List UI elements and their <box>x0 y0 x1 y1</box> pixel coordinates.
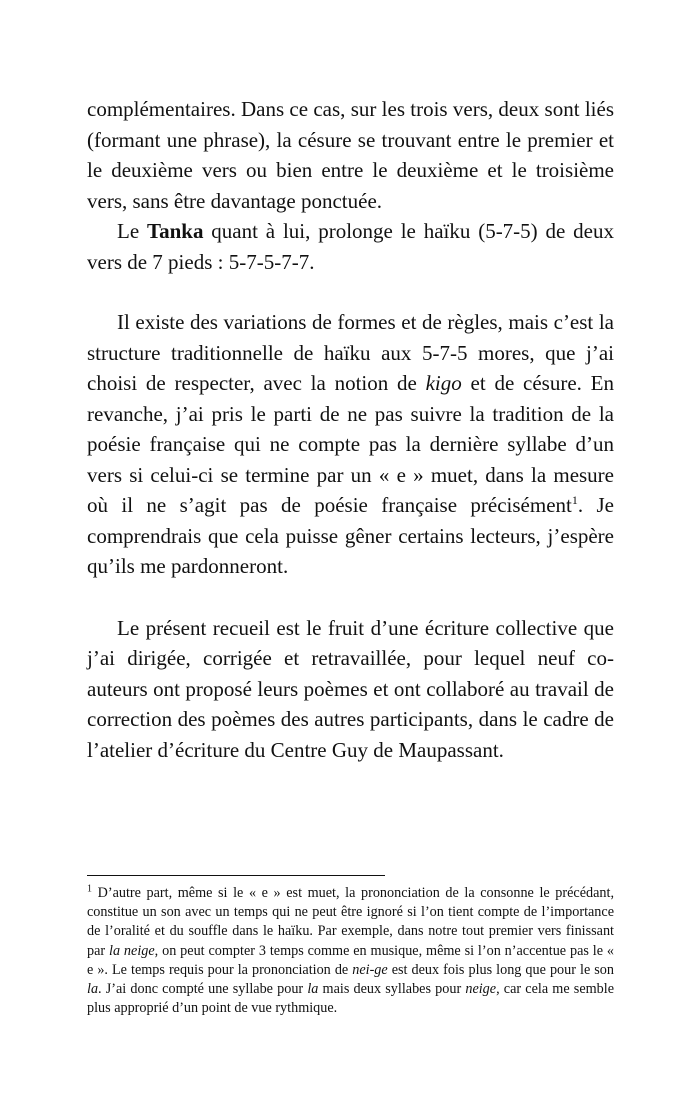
variations-text-1: Il existe des variations de formes et de règles, mais c’est la structure traditionnelle de haïku aux 5-7-5 mores, que j’ai choisi de respecter, avec la notion de <box>87 310 614 395</box>
footnote-italic-neige: neige <box>465 981 497 998</box>
footnote-number: 1 <box>87 883 92 895</box>
tanka-text-after: quant à lui, prolonge le haïku (5-7-5) de deux vers de 7 pieds : 5-7-5-7-7. <box>87 219 614 274</box>
paragraph-spacer <box>87 582 614 613</box>
tanka-term: Tanka <box>147 219 204 243</box>
page-body <box>87 94 614 765</box>
footnote-italic-la-2: la <box>307 981 319 998</box>
paragraph-spacer <box>87 277 614 307</box>
kigo-term: kigo <box>425 371 462 395</box>
footnote-reference[interactable]: 1 <box>571 493 578 507</box>
paragraph-continuation: complémentaires. Dans ce cas, sur les trois vers, deux sont liés (formant une phrase), la césure se trouvant entre le premier et le deuxième vers ou bien entre le deuxième et le troisième vers, sans être davantage ponctuée. <box>87 97 614 213</box>
footnote-separator <box>87 875 385 876</box>
paragraph-tanka <box>87 216 614 277</box>
tanka-text-before: Le <box>117 219 147 243</box>
footnote-italic-la-neige: la neige <box>109 942 155 959</box>
footnote-text-4: . J’ai donc compté une syllabe pour <box>98 981 308 998</box>
footnote-text-6: , car cela me semble plus approprié d’un point de vue rythmique. <box>87 981 614 1017</box>
footnote <box>87 884 614 1018</box>
paragraph-variations <box>87 307 614 582</box>
variations-text-2: et de césure. En revanche, j’ai pris le parti de ne pas suivre la tradition de la poésie française qui ne compte pas la dernière syllabe d’un vers si celui-ci se termine par un « e » muet, dans la mesure où il ne s’agit pas de poésie française précisément <box>87 371 614 517</box>
footnote-italic-nei-ge: nei-ge <box>352 961 388 978</box>
footnote-text-3: est deux fois plus long que pour le son <box>387 961 614 978</box>
variations-text-3: . Je comprendrais que cela puisse gêner certains lecteurs, j’espère qu’ils me pardonneront. <box>87 493 614 578</box>
footnote-text-2: , on peut compter 3 temps comme en musique, même si l’on n’accentue pas le « e ». Le temps requis pour la prononciation de <box>87 942 615 978</box>
footnote-text-5: mais deux syllabes pour <box>318 981 466 998</box>
footnote-italic-la: la <box>87 981 99 998</box>
paragraph-recueil: Le présent recueil est le fruit d’une écriture collective que j’ai dirigée, corrigée et retravaillée, pour lequel neuf co-auteurs ont proposé leurs poèmes et ont collaboré au travail de correction des poèmes des autres participants, dans le cadre de l’atelier d’écriture du Centre Guy de Maupassant. <box>87 615 614 762</box>
footnote-text-1: D’autre part, même si le « e » est muet, la prononciation de la consonne le précédant, constitue un son avec un temps qui ne peut être ignoré si l’on tient compte de l’importance de l’oralité et du souffle dans le haïku. Par exemple, dans notre tout premier vers finissant par <box>87 885 614 959</box>
